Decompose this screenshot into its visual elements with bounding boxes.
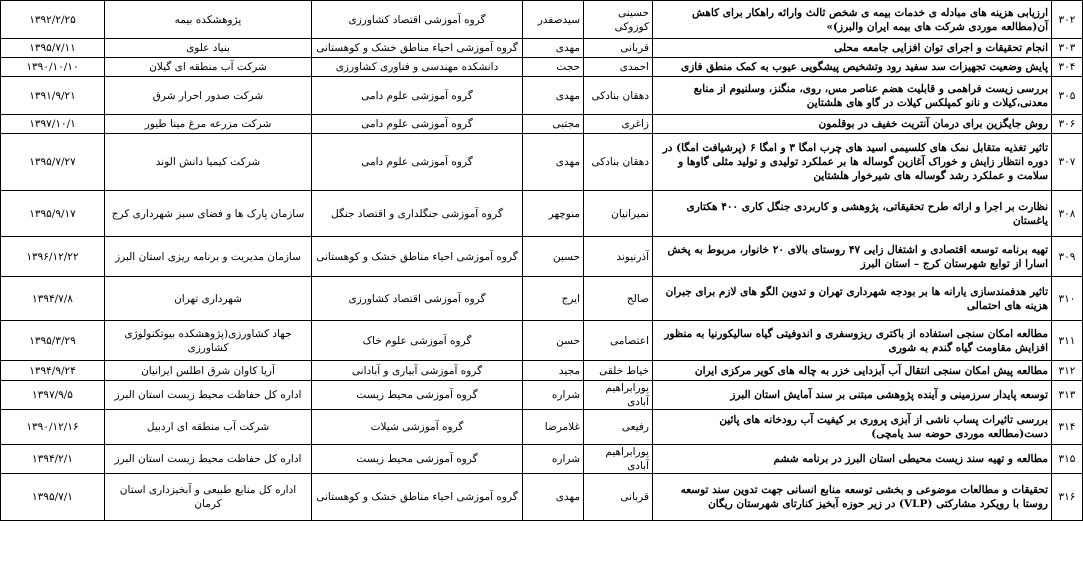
table-row [1, 445, 1083, 474]
project-title: مطالعه امکان سنجی استفاده از باکتری ریزوسفری و اندوفیتی گیاه سالیکورنیا به منظور افزایش مقاومت گیاه گندم به شوری [653, 321, 1052, 361]
client-organization: سازمان مدیریت و برنامه ریزی استان البرز [105, 237, 312, 277]
project-title: تهیه برنامه توسعه اقتصادی و اشتغال زایی ۴۷ روستای بالای ۲۰ خانوار، مربوط به پخش اسارا از توابع شهرستان کرج – استان البرز [653, 237, 1052, 277]
researcher-last-name: پورابراهیم آبادی [584, 381, 653, 410]
project-title: نظارت بر اجرا و ارائه طرح تحقیقاتی، پژوهشی و کاربردی جنگل کاری ۴۰۰ هکتاری یاغستان [653, 191, 1052, 237]
researcher-first-name: مجید [523, 361, 584, 381]
project-title: بررسی زیست فراهمی و قابلیت هضم عناصر مس، روی، منگنز، وسلنیوم از منابع معدنی،کیلات و نانو کمپلکس کیلات در گاو های هلشتاین [653, 77, 1052, 115]
researcher-first-name: غلامرضا [523, 410, 584, 445]
table-row [1, 474, 1083, 521]
researcher-first-name: شراره [523, 445, 584, 474]
table-row [1, 237, 1083, 277]
researcher-first-name: ایرج [523, 277, 584, 321]
department: گروه آموزشی علوم دامی [312, 77, 523, 115]
project-title: تاثیر تغذیه متقابل نمک های کلسیمی اسید های چرب امگا ۳ و امگا ۶ (پرشیافت امگا) در دوره انتظار زایش و خوراک آغازین گوساله ها بر عملکرد تولیدی و تولید مثلی گاوها و سلامت و عملکرد رشد گوساله های شیرخوار هلشتاین [653, 134, 1052, 191]
researcher-last-name: صالح [584, 277, 653, 321]
table-row [1, 1, 1083, 39]
contract-date: ۱۳۹۰/۱۲/۱۶ [1, 410, 105, 445]
client-organization: پژوهشکده بیمه [105, 1, 312, 39]
row-number: ۳۱۴ [1052, 410, 1083, 445]
contract-date: ۱۳۹۴/۷/۸ [1, 277, 105, 321]
department: گروه آموزشی علوم خاک [312, 321, 523, 361]
department: گروه آموزشی اقتصاد کشاورزی [312, 1, 523, 39]
client-organization: بنیاد علوی [105, 39, 312, 58]
row-number: ۳۰۲ [1052, 1, 1083, 39]
table-row [1, 77, 1083, 115]
researcher-first-name: منوچهر [523, 191, 584, 237]
researcher-first-name: حسن [523, 321, 584, 361]
researcher-last-name: قربانی [584, 39, 653, 58]
contract-date: ۱۳۹۱/۹/۲۱ [1, 77, 105, 115]
contract-date: ۱۳۹۴/۲/۱ [1, 445, 105, 474]
department: گروه آموزشی محیط زیست [312, 445, 523, 474]
project-title: انجام تحقیقات و اجرای توان افزایی جامعه محلی [653, 39, 1052, 58]
contract-date: ۱۳۹۵/۳/۲۹ [1, 321, 105, 361]
table-row [1, 410, 1083, 445]
client-organization: اداره کل منابع طبیعی و آبخیزداری استان کرمان [105, 474, 312, 521]
row-number: ۳۰۴ [1052, 58, 1083, 77]
researcher-last-name: نمیرانیان [584, 191, 653, 237]
researcher-first-name: مجتبی [523, 115, 584, 134]
projects-table-body [1, 1, 1083, 521]
department: گروه آموزشی اقتصاد کشاورزی [312, 277, 523, 321]
contract-date: ۱۳۹۷/۹/۵ [1, 381, 105, 410]
row-number: ۳۱۱ [1052, 321, 1083, 361]
client-organization: شهرداری تهران [105, 277, 312, 321]
contract-date: ۱۳۹۵/۹/۱۷ [1, 191, 105, 237]
row-number: ۳۰۳ [1052, 39, 1083, 58]
table-row [1, 361, 1083, 381]
department: گروه آموزشی محیط زیست [312, 381, 523, 410]
researcher-first-name: سیدصفدر [523, 1, 584, 39]
researcher-last-name: آذرنیوند [584, 237, 653, 277]
project-title: تاثیر هدفمندسازی یارانه ها بر بودجه شهرداری تهران و تدوین الگو های لازم برای جبران هزینه های احتمالی [653, 277, 1052, 321]
table-row [1, 58, 1083, 77]
project-title: مطالعه و تهیه سند زیست محیطی استان البرز در برنامه ششم [653, 445, 1052, 474]
researcher-last-name: خیاط خلقی [584, 361, 653, 381]
department: گروه آموزشی احیاء مناطق خشک و کوهستانی [312, 39, 523, 58]
researcher-last-name: دهقان بنادکی [584, 77, 653, 115]
project-title: ارزیابی هزینه های مبادله ی خدمات بیمه ی شخص ثالث وارائه راهکار برای کاهش آن(مطالعه موردی شرکت های بیمه ایران والبرز)» [653, 1, 1052, 39]
row-number: ۳۱۳ [1052, 381, 1083, 410]
department: گروه آموزشی آبیاری و آبادانی [312, 361, 523, 381]
client-organization: اداره کل حفاظت محیط زیست استان البرز [105, 445, 312, 474]
researcher-first-name: مهدی [523, 77, 584, 115]
client-organization: آریا کاوان شرق اطلس ایرانیان [105, 361, 312, 381]
researcher-first-name: حجت [523, 58, 584, 77]
researcher-first-name: مهدی [523, 39, 584, 58]
researcher-first-name: مهدی [523, 134, 584, 191]
project-title: توسعه پایدار سرزمینی و آینده پژوهشی مبتنی بر سند آمایش استان البرز [653, 381, 1052, 410]
client-organization: اداره کل حفاظت محیط زیست استان البرز [105, 381, 312, 410]
row-number: ۳۱۲ [1052, 361, 1083, 381]
row-number: ۳۰۸ [1052, 191, 1083, 237]
department: گروه آموزشی جنگلداری و اقتصاد جنگل [312, 191, 523, 237]
row-number: ۳۱۰ [1052, 277, 1083, 321]
contract-date: ۱۳۹۵/۷/۲۷ [1, 134, 105, 191]
researcher-last-name: اعتصامی [584, 321, 653, 361]
project-title: بررسی تاثیرات پساب ناشی از آبزی پروری بر کیفیت آب رودخانه های پائین دست(مطالعه موردی حوضه سد یامچی) [653, 410, 1052, 445]
row-number: ۳۰۶ [1052, 115, 1083, 134]
client-organization: شرکت صدور احرار شرق [105, 77, 312, 115]
project-title: روش جایگزین برای درمان آنتریت خفیف در بوقلمون [653, 115, 1052, 134]
department: گروه آموزشی علوم دامی [312, 134, 523, 191]
contract-date: ۱۳۹۷/۱۰/۱ [1, 115, 105, 134]
row-number: ۳۰۹ [1052, 237, 1083, 277]
client-organization: جهاد کشاورزی(پژوهشکده بیوتکنولوژی کشاورزی [105, 321, 312, 361]
contract-date: ۱۳۹۵/۷/۱ [1, 474, 105, 521]
researcher-last-name: دهقان بنادکی [584, 134, 653, 191]
table-row [1, 191, 1083, 237]
client-organization: شرکت آب منطقه ای اردبیل [105, 410, 312, 445]
project-title: پایش وضعیت تجهیزات سد سفید رود وتشخیص پیشگویی عیوب به کمک منطق فازی [653, 58, 1052, 77]
researcher-first-name: مهدی [523, 474, 584, 521]
contract-date: ۱۳۹۴/۹/۲۴ [1, 361, 105, 381]
department: دانشکده مهندسی و فناوری کشاورزی [312, 58, 523, 77]
contract-date: ۱۳۹۰/۱۰/۱۰ [1, 58, 105, 77]
researcher-last-name: حسینی کوزوکی [584, 1, 653, 39]
table-row [1, 134, 1083, 191]
researcher-last-name: زاغری [584, 115, 653, 134]
table-row [1, 39, 1083, 58]
client-organization: شرکت کیمیا دانش الوند [105, 134, 312, 191]
table-row [1, 115, 1083, 134]
department: گروه آموزشی احیاء مناطق خشک و کوهستانی [312, 237, 523, 277]
contract-date: ۱۳۹۵/۷/۱۱ [1, 39, 105, 58]
table-row [1, 277, 1083, 321]
row-number: ۳۰۷ [1052, 134, 1083, 191]
researcher-last-name: قربانی [584, 474, 653, 521]
contract-date: ۱۳۹۶/۱۲/۲۲ [1, 237, 105, 277]
client-organization: شرکت مزرعه مرغ مینا طیور [105, 115, 312, 134]
researcher-last-name: احمدی [584, 58, 653, 77]
table-row [1, 321, 1083, 361]
researcher-last-name: رفیعی [584, 410, 653, 445]
department: گروه آموزشی احیاء مناطق خشک و کوهستانی [312, 474, 523, 521]
researcher-last-name: پورابراهیم آبادی [584, 445, 653, 474]
contract-date: ۱۳۹۲/۲/۲۵ [1, 1, 105, 39]
client-organization: سازمان پارک ها و فضای سبز شهرداری کرج [105, 191, 312, 237]
project-title: مطالعه پیش امکان سنجی انتقال آب آبزدایی خزر به چاله های کویر مرکزی ایران [653, 361, 1052, 381]
client-organization: شرکت آب منطقه ای گیلان [105, 58, 312, 77]
row-number: ۳۱۵ [1052, 445, 1083, 474]
row-number: ۳۱۶ [1052, 474, 1083, 521]
researcher-first-name: شراره [523, 381, 584, 410]
table-row [1, 381, 1083, 410]
department: گروه آموزشی شیلات [312, 410, 523, 445]
project-title: تحقیقات و مطالعات موضوعی و بخشی توسعه منابع انسانی جهت تدوین سند توسعه روستا با رویکرد مشارکتی (VLP) در زیر حوزه آبخیز کنارتای شهرستان ریگان [653, 474, 1052, 521]
row-number: ۳۰۵ [1052, 77, 1083, 115]
department: گروه آموزشی علوم دامی [312, 115, 523, 134]
researcher-first-name: حسین [523, 237, 584, 277]
